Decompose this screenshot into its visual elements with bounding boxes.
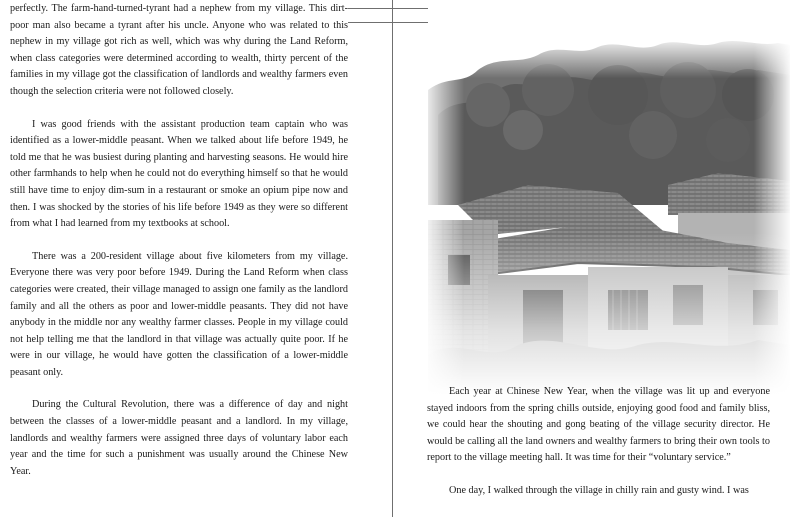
left-page	[0, 0, 392, 517]
right-page	[393, 0, 790, 517]
left-paragraph-3: There was a 200-resident village about five kilometers from my village. Everyone there was very poor before 1949. During the Land Reform when class categories were created, their village managed to assign one family as the landlord family and all the others as poor and lower-middle peasants. They did not have anybody in the middle nor any wealthy farmer classes. People in my village could not help telling me that the landlord in that village was actually quite poor. If he were in our village, he would have gotten the classification of a lower-middle peasant only.	[10, 250, 348, 378]
village-houses-photo	[428, 35, 790, 395]
right-page-text	[427, 384, 770, 500]
left-page-text	[10, 1, 348, 480]
left-paragraph-2: I was good friends with the assistant production team captain who was identified as a lower-middle peasant. When we talked about life before 1949, he told me that he was busiest during planting and harvesting seasons. He would hire other farmhands to help when he could not do everything himself so that he would still have time to enjoy dim-sum in a restaurant or smoke an opium pipe now and then. I was shocked by the stories of his life before 1949 as they were so different from what I had learned from my textbooks at school.	[10, 118, 348, 230]
left-paragraph-4: During the Cultural Revolution, there was a difference of day and night between the classes of a lower-middle peasant and a landlord. In my village, landlords and wealthy farmers were assigned three days of voluntary labor each year and the time for such a punishment was usually around the Chinese New Year.	[10, 399, 348, 477]
right-paragraph-1: Each year at Chinese New Year, when the village was lit up and everyone stayed indoors from the spring chills outside, enjoying good food and family bliss, we could hear the shouting and gong beating of the village security director. He would be calling all the land owners and wealthy farmers to bring their own tools to report to the village meeting hall. It was time for their “voluntary service.”	[427, 386, 770, 464]
right-paragraph-2: One day, I walked through the village in chilly rain and gusty wind. I was	[449, 484, 749, 496]
left-paragraph-1: perfectly. The farm-hand-turned-tyrant had a nephew from my village. This dirt-poor man also became a tyrant after his uncle. Anyone who was related to this nephew in my village got rich as well, which was why during the Land Reform, when class categories were determined according to wealth, thirty percent of the families in my village got the classification of landlords and wealthy farmers even though the selection criteria were not followed closely.	[10, 3, 348, 97]
